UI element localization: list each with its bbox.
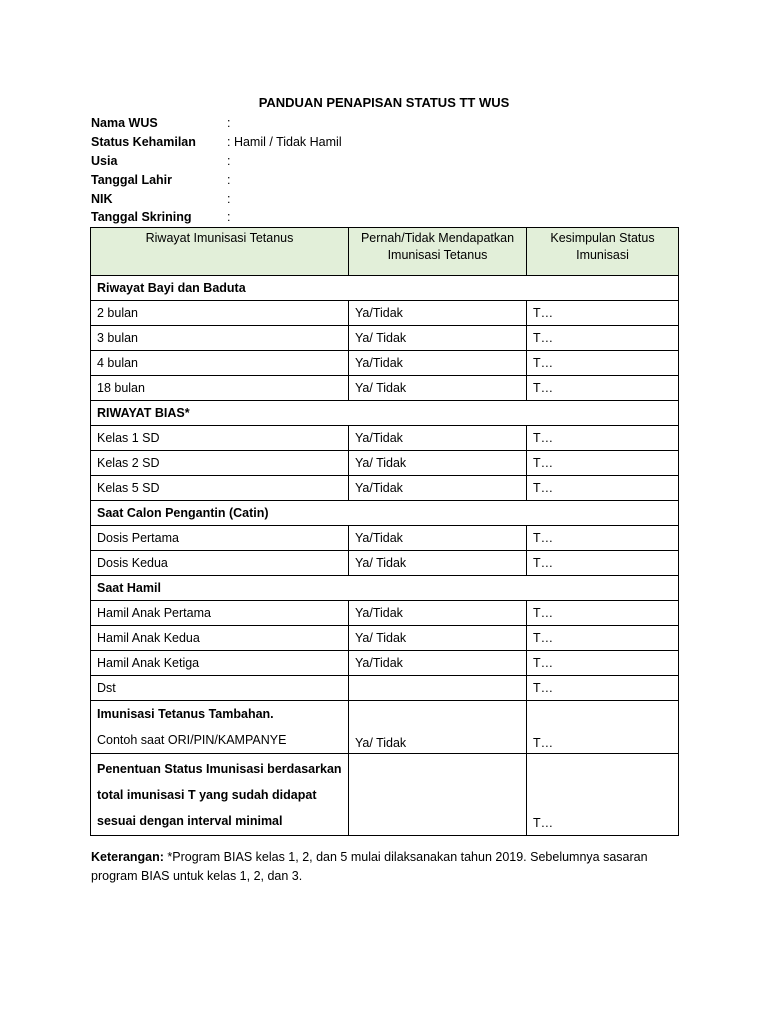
table-row: [91, 651, 679, 676]
section-label: Saat Calon Pengantin (Catin): [91, 501, 679, 526]
field-label: Status Kehamilan: [91, 135, 196, 150]
section-row-catin: [91, 501, 679, 526]
field-status-kehamilan: [91, 133, 691, 152]
table-row: [91, 451, 679, 476]
section-label: Riwayat Bayi dan Baduta: [91, 276, 679, 301]
section-row-bias: [91, 401, 679, 426]
table-row: [91, 526, 679, 551]
field-nama-wus: [91, 114, 691, 133]
field-value: :: [227, 210, 231, 225]
field-label: NIK: [91, 191, 113, 206]
row-answer: Ya/ Tidak: [349, 376, 527, 401]
tambahan-title: Imunisasi Tetanus Tambahan.: [97, 707, 274, 721]
note: [91, 848, 661, 886]
table-row: [91, 551, 679, 576]
table-row-penentuan: [91, 754, 679, 836]
tambahan-cell: [91, 701, 349, 754]
note-label: Keterangan:: [91, 850, 164, 864]
row-result: T…: [527, 301, 679, 326]
row-result: T…: [527, 476, 679, 501]
field-label: Tanggal Skrining: [91, 210, 192, 225]
field-tanggal-lahir: [91, 170, 691, 189]
penentuan-cell: [91, 754, 349, 836]
row-result: T…: [527, 551, 679, 576]
row-result: T…: [527, 451, 679, 476]
row-label: Hamil Anak Ketiga: [91, 651, 349, 676]
field-label: Nama WUS: [91, 116, 158, 131]
row-answer: Ya/ Tidak: [349, 626, 527, 651]
row-answer: [349, 676, 527, 701]
identity-fields: [91, 114, 691, 227]
row-answer: Ya/ Tidak: [349, 326, 527, 351]
row-answer: Ya/Tidak: [349, 526, 527, 551]
row-label: Dosis Pertama: [91, 526, 349, 551]
table-header-row: [91, 228, 679, 276]
header-kesimpulan: Kesimpulan Status Imunisasi: [527, 228, 679, 276]
row-result: T…: [527, 426, 679, 451]
table-row: [91, 476, 679, 501]
field-label: Usia: [91, 153, 118, 168]
row-label: Dosis Kedua: [91, 551, 349, 576]
row-result: T…: [527, 376, 679, 401]
table-row: [91, 351, 679, 376]
penentuan-line: sesuai dengan interval minimal: [97, 813, 283, 828]
row-answer: Ya/Tidak: [349, 476, 527, 501]
row-label: Hamil Anak Pertama: [91, 601, 349, 626]
row-result: T…: [527, 754, 679, 836]
section-label: Saat Hamil: [91, 576, 679, 601]
field-value: :: [227, 172, 231, 187]
row-label: Hamil Anak Kedua: [91, 626, 349, 651]
field-tanggal-skrining: [91, 208, 691, 227]
row-label: Kelas 5 SD: [91, 476, 349, 501]
row-label: 18 bulan: [91, 376, 349, 401]
immunization-table: [90, 227, 679, 836]
field-nik: [91, 189, 691, 208]
row-answer-empty: [349, 754, 527, 836]
row-result: T…: [527, 651, 679, 676]
table-row: [91, 301, 679, 326]
row-answer: Ya/Tidak: [349, 351, 527, 376]
row-answer: Ya/Tidak: [349, 601, 527, 626]
row-label: 2 bulan: [91, 301, 349, 326]
row-answer: Ya/Tidak: [349, 426, 527, 451]
note-text: *Program BIAS kelas 1, 2, dan 5 mulai dilaksanakan tahun 2019. Sebelumnya sasaran program BIAS untuk kelas 1, 2, dan 3.: [91, 850, 648, 883]
row-label: 3 bulan: [91, 326, 349, 351]
row-result: T…: [527, 526, 679, 551]
table-row: [91, 626, 679, 651]
row-label: 4 bulan: [91, 351, 349, 376]
field-value: :: [227, 116, 231, 131]
section-row-bayi: [91, 276, 679, 301]
table-row: [91, 326, 679, 351]
header-riwayat: Riwayat Imunisasi Tetanus: [91, 228, 349, 276]
table-row-tambahan: [91, 701, 679, 754]
row-answer: Ya/Tidak: [349, 651, 527, 676]
row-result: T…: [527, 601, 679, 626]
penentuan-line: total imunisasi T yang sudah didapat: [97, 787, 317, 802]
row-result: T…: [527, 626, 679, 651]
table-row: [91, 601, 679, 626]
table-row: [91, 426, 679, 451]
field-value: :: [227, 191, 231, 206]
field-usia: [91, 152, 691, 171]
row-answer: Ya/ Tidak: [349, 551, 527, 576]
row-result: T…: [527, 701, 679, 754]
row-label: Dst: [91, 676, 349, 701]
document-title: PANDUAN PENAPISAN STATUS TT WUS: [258, 95, 510, 110]
field-value: :: [227, 153, 231, 168]
row-result: T…: [527, 326, 679, 351]
tambahan-example: Contoh saat ORI/PIN/KAMPANYE: [97, 733, 287, 747]
row-result: T…: [527, 676, 679, 701]
row-label: Kelas 2 SD: [91, 451, 349, 476]
table-row: [91, 676, 679, 701]
row-result: T…: [527, 351, 679, 376]
field-label: Tanggal Lahir: [91, 172, 173, 187]
row-answer: Ya/ Tidak: [349, 451, 527, 476]
section-label: RIWAYAT BIAS*: [91, 401, 679, 426]
header-pernah-tidak: Pernah/Tidak Mendapatkan Imunisasi Tetanus: [349, 228, 527, 276]
row-answer: Ya/ Tidak: [349, 701, 527, 754]
row-label: Kelas 1 SD: [91, 426, 349, 451]
field-value: : Hamil / Tidak Hamil: [227, 135, 342, 150]
penentuan-line: Penentuan Status Imunisasi berdasarkan: [97, 761, 342, 776]
row-answer: Ya/Tidak: [349, 301, 527, 326]
section-row-hamil: [91, 576, 679, 601]
table-row: [91, 376, 679, 401]
